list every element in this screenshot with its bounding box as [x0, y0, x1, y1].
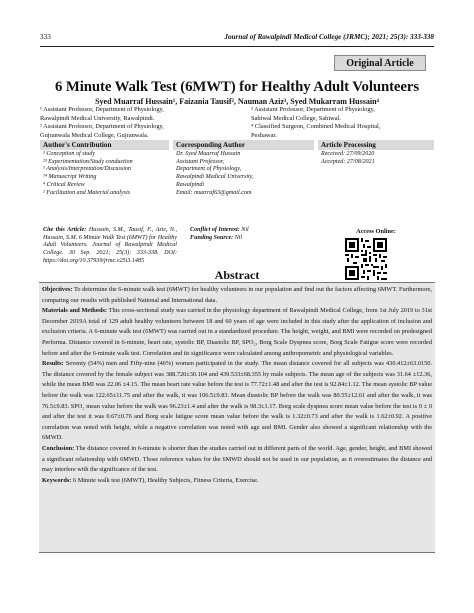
contribution-item: ⁴ Critical Review [43, 181, 85, 188]
contribution-heading: Author's Contribution [40, 140, 169, 150]
page-number: 333 [40, 33, 51, 41]
article-type-badge: Original Article [334, 55, 426, 71]
funding-label: Funding Source: [190, 234, 234, 241]
author-list: Syed Muarraf Hussain¹, Faizania Tausif², Nauman Aziz³, Syed Mukarram Hussain⁴ [95, 97, 379, 106]
cite-this-article [43, 227, 177, 266]
abstract-box [39, 282, 435, 553]
corresponding-author-box [173, 140, 314, 197]
cite-label: Cite this Article: [43, 227, 87, 233]
abstract-heading: Abstract [214, 268, 260, 282]
corresponding-line: Department of Physiology, [176, 166, 242, 173]
affiliation-line: Sahiwal Medical College, Sahiwal. [251, 114, 341, 122]
corresponding-heading: Corresponding Author [173, 140, 314, 150]
objectives-text: To determine the 6-minute walk test (6MWT) for healthy volunteers in our population and find out the factors affecting 6MWT. Furthermore, comparing our results with published National and International data. [42, 286, 432, 304]
contribution-item: ²³ Experimentation/Study conduction [43, 158, 133, 165]
results-label: Results: [42, 360, 64, 368]
abstract-methods [42, 306, 432, 359]
journal-citation: Journal of Rawalpindi Medical College (JRMC); 2021; 25(3): 333-338 [224, 33, 434, 41]
objectives-label: Objectives: [42, 286, 73, 293]
conclusion-text: The distance covered in 6-minute is shorter than the studies carried out in different parts of the world. Age, gender, height, and BMI showed a significant relationship with 6MWD. Those reference values for the 6MWD should not be used in our population, as it overestimates the distance and may interfere with the significance of the test. [42, 444, 432, 474]
affiliations-left [40, 106, 240, 141]
affiliation-line: ⁴ Classified Surgeon, Combined Medical Hospital, [251, 123, 381, 131]
conclusion-label: Conclusion: [42, 444, 75, 452]
access-online-label: Access Online: [356, 228, 396, 235]
cite-text: Hussain, S.M., Tausif, F., Aziz, N., Hussain, S.M. 6 Minute Walk Test (6MWT) for Healthy Adult Volunteers. Journal of Rawalpindi Medical College. 30 Sep. 2021; 25(3): 333-338. DOI: https://doi.org/10.37939/jrmc.v25i3.1485 [43, 227, 177, 264]
article-title: 6 Minute Walk Test (6MWT) for Healthy Adult Volunteers [54, 79, 419, 95]
affiliation-line: ¹ Assistant Professor, Department of Physiology, [40, 106, 164, 113]
contribution-item: ¹ Conception of study [43, 151, 96, 157]
corresponding-email[interactable]: Email: muarraf63@gmail.com [176, 189, 252, 196]
affiliation-line: Rawalpindi Medical University, Rawalpindi. [40, 114, 155, 122]
funding-value: Nil [233, 234, 243, 241]
corresponding-line: Rawalpindi Medical University, [176, 174, 254, 181]
affiliation-line: ² Assistant Professor, Department of Physiology, [40, 123, 164, 131]
methods-label: Materials and Methods: [42, 307, 107, 315]
methods-text: This cross-sectional study was carried in the physiology department of Rawalpindi Medical College, from 1st July 2019 to 31st December 2019A total of 129 adult healthy volunteers between 18 and 60 years of age were included in this study after the application of inclusion and exclusion criteria. A 6-minute walk test (6MWT) was carried out in a standardized procedure. The height, weight, and BMI were recorded on predesigned Performa. Distance covered in 6-minute, heart rate, systolic BP, Diastolic BP, SPO₂, Borg Scale Dyspnea score, Borg Scale Fatigue score were recorded before and after the 6-minute walk test. Correlation and its significance were calculated among anthropometric and physiological variables. [42, 307, 432, 357]
processing-heading: Article Processing [318, 140, 434, 150]
contribution-item: ¹ Analysis/Interpretation/Discussion [43, 166, 131, 173]
author-contribution-box [40, 140, 169, 197]
contribution-item: ¹⁴ Manuscript Writing [43, 174, 97, 181]
conflict-value: Nil [239, 227, 249, 233]
corresponding-line: Assistant Professor, [176, 158, 224, 165]
abstract-objectives [42, 285, 432, 306]
abstract-conclusion [42, 444, 432, 476]
accepted-date: Accepted: 27/08/2021 [321, 158, 375, 165]
contribution-item: ¹ Facilitation and Material analysis [43, 189, 131, 196]
keywords-label: Keywords: [42, 476, 72, 484]
affiliations-right [251, 106, 441, 141]
results-text: Seventy (54%) men and Fifty-nine (46%) women participated in the study. The mean distance covered for all subjects was 430.412±63.0150. The distance covered by the female subject was 388.720±30.104 and 439.533±68.355 by male subjects. The mean age of the subjects was 31.64 ±12.36, while the mean BMI was 22.06 ±4.15. The mean heart rate value before the test is 77.72±1.48 and after the test is 92.84±1.12. The mean systolic BP value before the walk was 122.65±11.75 and after the walk, it was 106.5±9.83. Mean diastolic BP before the walk was 80.55±12.61 and after the walk, it was 76.5±9.83. SPO₂ mean value before the walk was 96.23±1.4 and after the walk is 98.3±1.17. Borg scale dyspnea score mean value before the test is 0 ± 0 and after the test it was 0.67±0.76 and Borg scale fatigue score mean value before the walk is 1.32±0.73 and after the walk is 1.62±0.92. A positive correlation was noted with height, while a negative correlation was noted with age and BMI. Gender also showed a significant relationship with the 6MWD. [42, 360, 432, 442]
affiliation-line: ³ Assistant Professor, Department of Physiology, [251, 106, 375, 113]
running-header [40, 33, 434, 43]
abstract-results [42, 359, 432, 444]
header-rule [40, 46, 434, 47]
corresponding-line: Rawalpindi [176, 181, 205, 188]
affiliation-line: Gujranwala Medical College, Gujranwala. [40, 132, 149, 140]
conflict-label: Conflict of Interest: [190, 227, 240, 233]
affiliation-line: Peshawar. [251, 132, 277, 140]
abstract-keywords [42, 476, 432, 487]
corresponding-line: Dr. Syed Muarraf Hussain [176, 151, 241, 157]
keywords-text: 6 Minute walk test (6MWT), Healthy Subjects, Fitness Criteria, Exercise. [71, 476, 259, 484]
conflict-funding [190, 227, 302, 242]
article-processing-box [318, 140, 434, 166]
received-date: Received: 27/09/2020 [321, 151, 375, 157]
